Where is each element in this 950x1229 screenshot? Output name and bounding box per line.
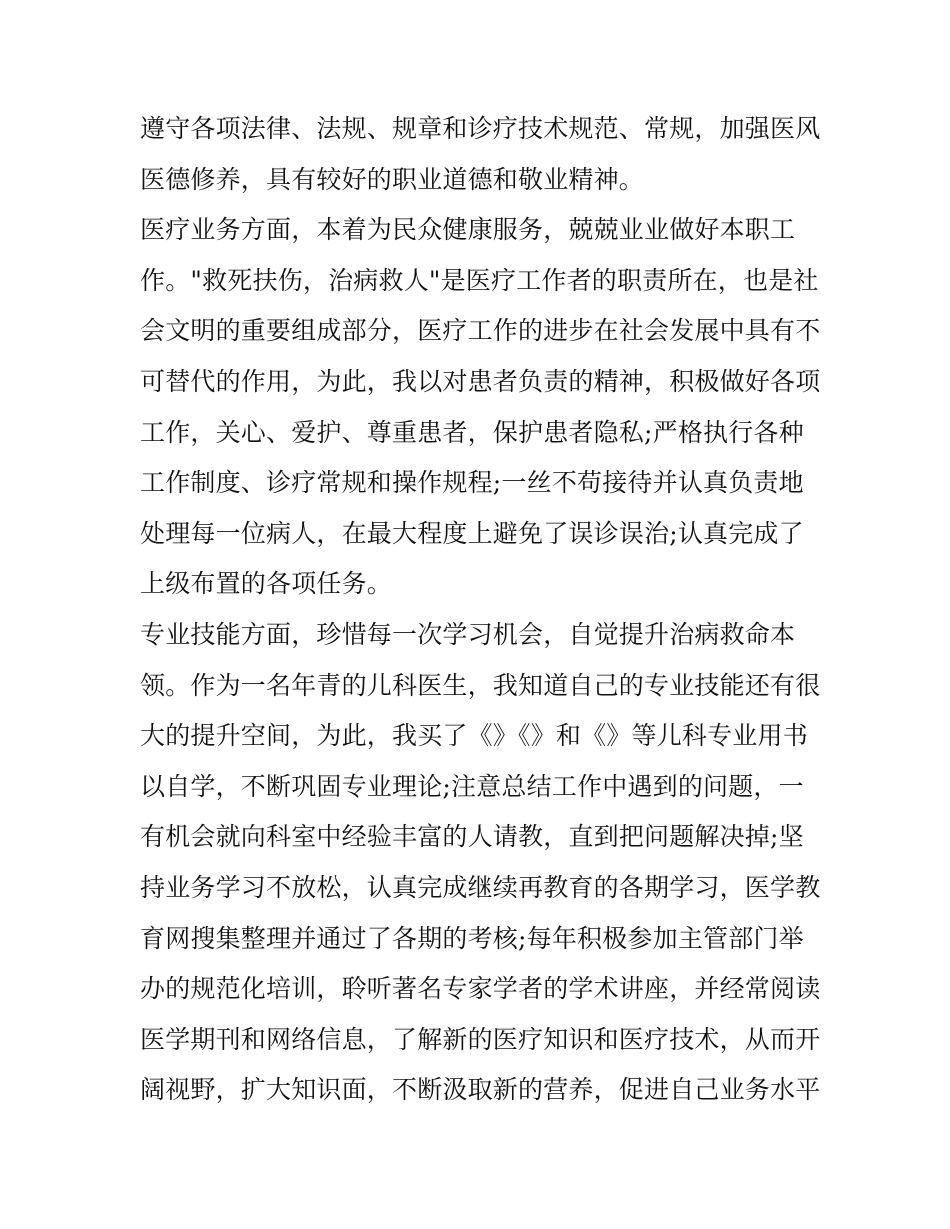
text-line: 医学期刊和网络信息，了解新的医疗知识和医疗技术，从而开	[140, 1024, 820, 1054]
text-line: 专业技能方面，珍惜每一次学习机会，自觉提升治病救命本	[140, 619, 796, 649]
text-line: 医疗业务方面，本着为民众健康服务，兢兢业业做好本职工	[140, 215, 796, 245]
text-line: 持业务学习不放松，认真完成继续再教育的各期学习，医学教	[140, 872, 820, 902]
text-line: 医德修养，具有较好的职业道德和敬业精神。	[140, 164, 645, 194]
text-line: 作。"救死扶伤，治病救人"是医疗工作者的职责所在，也是社	[140, 265, 819, 295]
text-line: 有机会就向科室中经验丰富的人请教，直到把问题解决掉;坚	[140, 822, 804, 852]
text-line: 办的规范化培训，聆听著名专家学者的学术讲座，并经常阅读	[140, 974, 820, 1004]
text-line: 以自学，不断巩固专业理论;注意总结工作中遇到的问题，一	[140, 771, 804, 801]
text-line: 工作，关心、爱护、尊重患者，保护患者隐私;严格执行各种	[140, 417, 804, 447]
text-line: 可替代的作用，为此，我以对患者负责的精神，积极做好各项	[140, 366, 820, 396]
text-line: 领。作为一名年青的儿科医生，我知道自己的专业技能还有很	[140, 670, 820, 700]
text-line: 工作制度、诊疗常规和操作规程;一丝不苟接待并认真负责地	[140, 468, 804, 498]
text-line: 上级布置的各项任务。	[140, 569, 393, 599]
text-line: 会文明的重要组成部分，医疗工作的进步在社会发展中具有不	[140, 316, 820, 346]
text-line: 遵守各项法律、法规、规章和诊疗技术规范、常规，加强医风	[140, 114, 820, 143]
text-line: 育网搜集整理并通过了各期的考核;每年积极参加主管部门举	[140, 923, 804, 953]
text-line: 阔视野，扩大知识面，不断汲取新的营养，促进自己业务水平	[140, 1075, 820, 1105]
text-line: 大的提升空间，为此，我买了《》《》和《》等儿科专业用书	[140, 721, 808, 751]
document-body	[140, 104, 820, 1116]
text-line: 处理每一位病人，在最大程度上避免了误诊误治;认真完成了	[140, 518, 804, 548]
